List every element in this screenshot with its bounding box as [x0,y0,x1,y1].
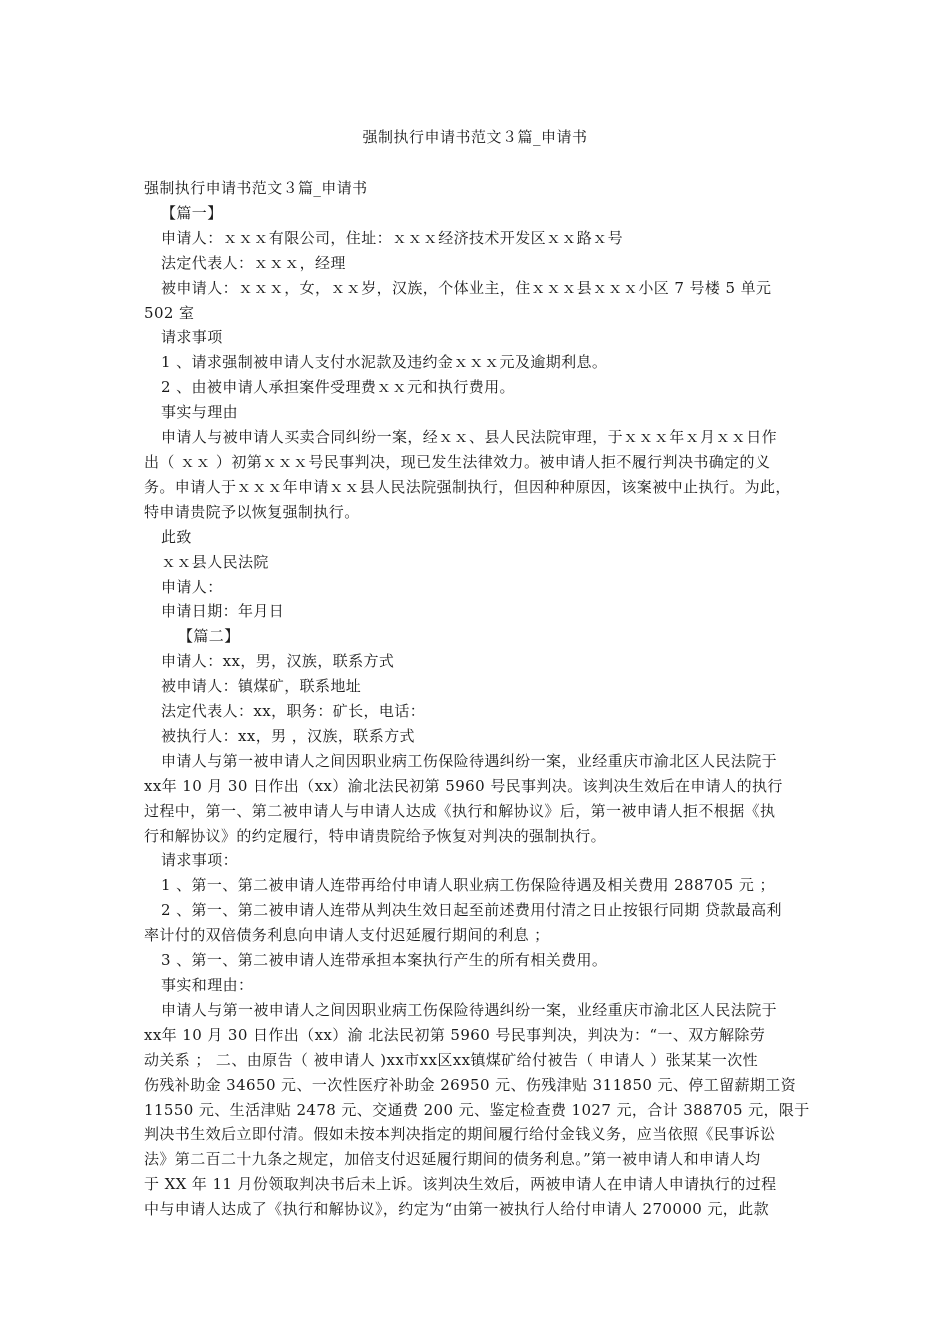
text-line: 务。申请人于ｘｘｘ年申请ｘｘ县人民法院强制执行，但因种种原因，该案被中止执行。为此， [144,477,791,496]
section-heading: 事实与理由 [161,403,239,422]
text-line: xx年 10 月 30 日作出（xx）渝北法民初第 5960 号民事判决。该判决生效后在申请人的执行 [144,776,783,795]
text-line: xx年 10 月 30 日作出（xx）渝 北法民初第 5960 号民事判决，判决为：“一、双方解除劳 [144,1025,766,1044]
text-line: 于 XX 年 11 月份领取判决书后未上诉。该判决生效后，两被申请人在申请人申请执行的过程 [144,1175,777,1194]
text-line: 1 、请求强制被申请人支付水泥款及违约金ｘｘｘ元及逾期利息。 [161,353,608,372]
text-line: 申请人：xx，男，汉族，联系方式 [161,652,395,671]
document-body [144,176,808,1222]
text-line: 502 室 [144,303,195,322]
section-marker-part-one: 【篇一】 [161,203,223,222]
text-line: 申请人：ｘｘｘ有限公司，住址：ｘｘｘ经济技术开发区ｘｘ路ｘ号 [161,228,624,247]
text-line: 行和解协议》的约定履行，特申请贵院给予恢复对判决的强制执行。 [144,826,607,845]
document-heading: 强制执行申请书范文３篇_申请书 [144,179,368,197]
page-title: 强制执行申请书范文３篇_申请书 [362,128,588,146]
text-line: 伤残补助金 34650 元、一次性医疗补助金 26950 元、伤残津贴 311850 元、停工留薪期工资 [144,1075,797,1094]
section-marker-part-two: 【篇二】 [178,627,240,646]
text-line: 率计付的双倍债务利息向申请人支付迟延履行期间的利息 ； [144,926,550,945]
text-line: 动关系 ； 二、由原告（ 被申请人 )xx市xx区xx镇煤矿给付被告（ 申请人 ）张某某一次性 [144,1050,759,1069]
text-line: 1 、第一、第二被申请人连带再给付申请人职业病工伤保险待遇及相关费用 288705 元 ； [161,876,775,895]
text-line: 被执行人：xx，男 ，汉族，联系方式 [161,726,415,745]
text-line: 过程中，第一、第二被申请人与申请人达成《执行和解协议》后，第一被申请人拒不根据《执 [144,801,776,820]
section-heading: 请求事项 [161,328,223,347]
text-line: ｘｘ县人民法院 [161,552,269,571]
text-line: 申请人与第一被申请人之间因职业病工伤保险待遇纠纷一案，业经重庆市渝北区人民法院于 [161,1000,778,1019]
text-line: 中与申请人达成了《执行和解协议》，约定为“由第一被执行人给付申请人 270000 元，此款 [144,1200,769,1219]
text-line: 被申请人：ｘｘｘ，女，ｘｘ岁，汉族，个体业主，住ｘｘｘ县ｘｘｘ小区 7 号楼 5 单元 [161,278,772,297]
section-heading: 请求事项： [161,851,239,870]
text-line: 申请人与被申请人买卖合同纠纷一案，经ｘｘ、县人民法院审理，于ｘｘｘ年ｘ月ｘｘ日作 [161,428,778,447]
text-line: 2 、第一、第二被申请人连带从判决生效日起至前述费用付清之日止按银行同期 贷款最高利 [161,901,782,920]
text-line: 判决书生效后立即付清。假如未按本判决指定的期间履行给付金钱义务，应当依照《民事诉讼 [144,1125,776,1144]
text-line: 法定代表人：ｘｘｘ，经理 [161,253,346,272]
text-line: 11550 元、生活津贴 2478 元、交通费 200 元、鉴定检查费 1027 元，合计 388705 元，限于 [144,1100,810,1119]
section-heading: 事实和理由： [161,976,254,994]
text-line: 特申请贵院予以恢复强制执行。 [144,502,360,521]
text-line: 申请人与第一被申请人之间因职业病工伤保险待遇纠纷一案，业经重庆市渝北区人民法院于 [161,751,778,770]
text-line: 出（ ｘｘ ）初第ｘｘｘ号民事判决，现已发生法律效力。被申请人拒不履行判决书确定的义 [144,452,771,471]
text-line: 2 、由被申请人承担案件受理费ｘｘ元和执行费用。 [161,378,515,397]
text-line: 法定代表人：xx，职务：矿长，电话： [161,702,426,721]
text-line: 被申请人：镇煤矿，联系地址 [161,677,362,696]
text-line: 申请人： [161,577,223,596]
text-line: 法》第二百二十九条之规定，加倍支付迟延履行期间的债务利息。”第一被申请人和申请人均 [144,1150,761,1169]
text-line: 此致 [161,527,192,546]
text-line: 3 、第一、第二被申请人连带承担本案执行产生的所有相关费用。 [161,951,608,970]
text-line: 申请日期：年月日 [161,602,285,621]
